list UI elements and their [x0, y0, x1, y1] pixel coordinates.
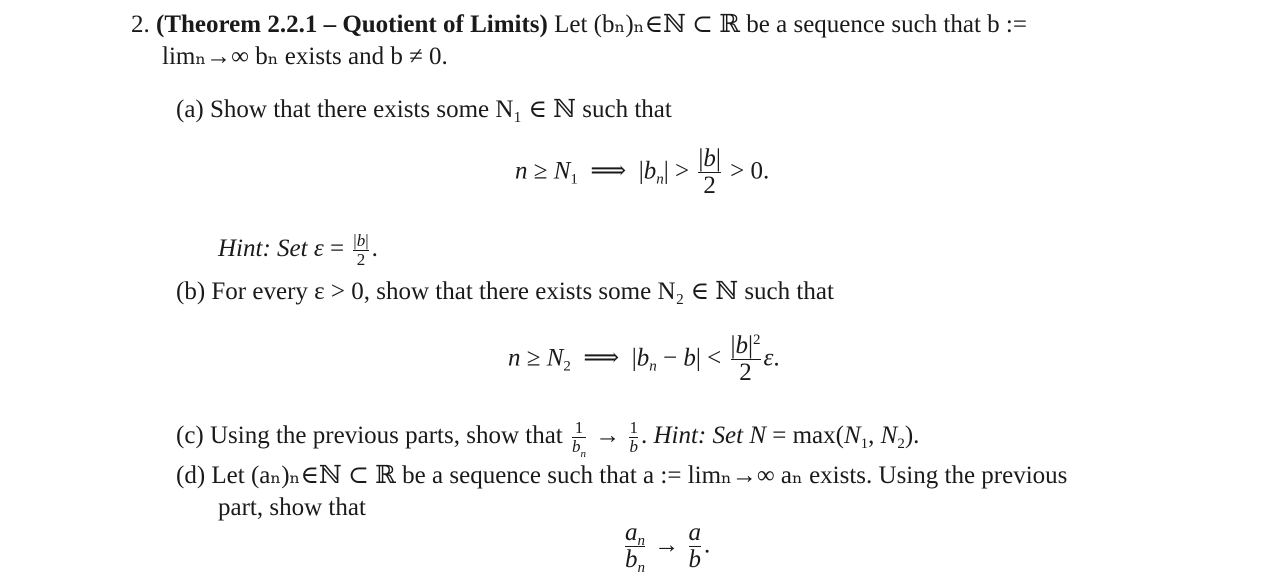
fraction-1-over-bn: $\frac{1}{b_n}$ — [571, 418, 586, 460]
part-d — [176, 461, 1067, 491]
statement-text-2: limₙ→∞ bₙ exists and b ≠ 0. — [162, 43, 448, 70]
part-b-label: (b) — [176, 278, 206, 305]
part-d-label: (d) — [176, 462, 206, 489]
part-a-label: (a) — [176, 96, 204, 123]
part-d-text-2: part, show that — [218, 494, 366, 521]
statement-text-1: Let (bₙ)ₙ∈ℕ ⊂ ℝ be a sequence such that b := — [554, 11, 1027, 38]
part-b-display-equation: $n \ge N_2$ ⟹ $|b_n - b|$ < $\frac{|b|^2}{2}$ ε. — [508, 332, 780, 387]
hint-fraction-b-over-2: $\frac{|b|}{2}$ — [353, 231, 369, 269]
fraction-an-over-bn: $\frac{a_n}{b_n}$ — [625, 519, 645, 577]
part-a — [176, 95, 672, 125]
part-b-text: For every ε > 0, show that there exists some N₂ ∈ ℕ such that — [211, 278, 834, 305]
part-a-hint: Hint: Set ε = $\frac{|b|}{2}$ . — [218, 231, 378, 269]
fraction-b-squared-over-2: $\frac{|b|^2}{2}$ — [730, 332, 761, 387]
theorem-title: (Theorem 2.2.1 – Quotient of Limits) — [156, 11, 548, 38]
fraction-a-over-b: $\frac{a}{b}$ — [688, 519, 701, 574]
part-d-text-1: Let (aₙ)ₙ∈ℕ ⊂ ℝ be a sequence such that a := limₙ→∞ aₙ exists. Using the previous — [211, 462, 1068, 489]
part-c: (c) Using the previous parts, show that $\frac{1}{b_n}$ → $\frac{1}{b}$ . Hint: Set $N = \max(N_1$, $N_2$). — [176, 418, 920, 460]
fraction-b-over-2: $\frac{|b|}{2}$ — [698, 145, 721, 200]
fraction-1-over-b: $\frac{1}{b}$ — [629, 418, 638, 456]
part-b — [176, 277, 834, 307]
problem-number: 2. — [131, 11, 150, 38]
part-c-label: (c) — [176, 422, 204, 450]
part-a-display-equation: $n \ge N_1$ ⟹ $|b_n|$ > $\frac{|b|}{2}$ > 0. — [515, 145, 770, 200]
part-d-display-equation: $\frac{a_n}{b_n}$ → $\frac{a}{b}$ . — [625, 519, 711, 577]
problem-statement-line-1 — [131, 10, 1027, 40]
part-a-text: Show that there exists some N₁ ∈ ℕ such that — [210, 96, 672, 123]
